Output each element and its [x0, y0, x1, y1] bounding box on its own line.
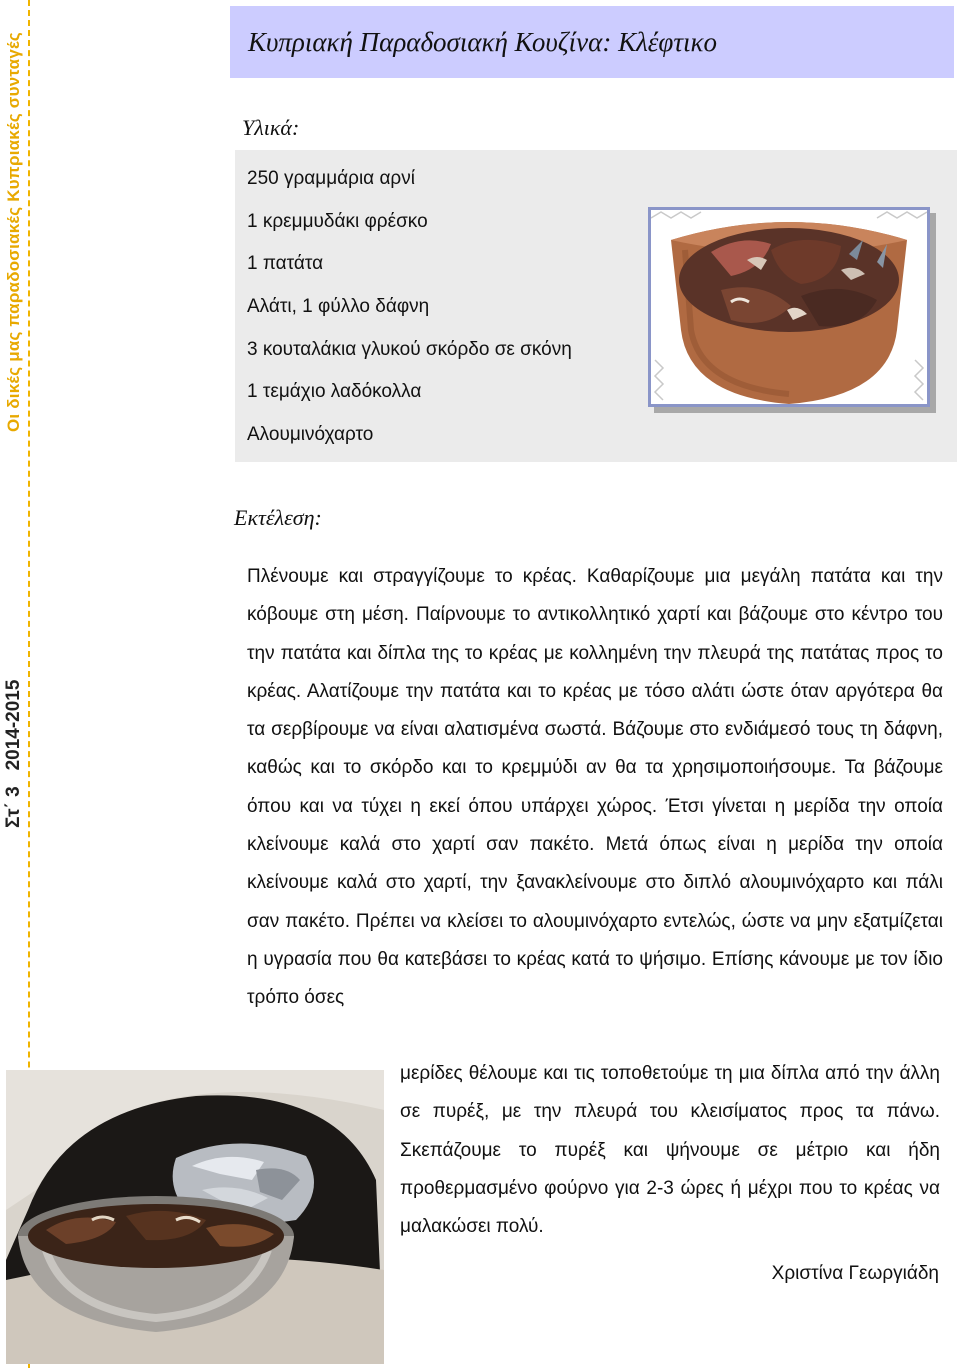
instructions-paragraph-2: μερίδες θέλουμε και τις τοποθετούμε τη μια δίπλα από την άλλη σε πυρέξ, με την πλευρά του κλεισίματος προς τα πάνω. Σκεπάζουμε το πυρέξ και ψήνουμε σε μέτριο και ήδη προθερμασμένο φούρνο για 2-3 ώρες ή μέχρι που το κρέας να μαλακώσει πολύ. — [400, 1063, 940, 1238]
ingredients-list — [247, 158, 572, 457]
ingredient-item: Αλάτι, 1 φύλλο δάφνη — [247, 296, 430, 318]
vertical-series-title: Οι δικές μας παραδοσιακές Κυπριακές συνταγές — [4, 32, 23, 432]
ingredient-item: 3 κουταλάκια γλυκού σκόρδο σε σκόνη — [247, 338, 572, 360]
ingredient-item: 1 κρεμμυδάκι φρέσκο — [247, 210, 428, 232]
oven-illustration — [6, 1070, 384, 1364]
ingredient-item: Αλουμινόχαρτο — [247, 424, 374, 446]
instructions-paragraph-1: Πλένουμε και στραγγίζουμε το κρέας. Καθαρίζουμε μια μεγάλη πατάτα και την κόβουμε στη μέση. Παίρνουμε το αντικολλητικό χαρτί και βάζουμε στο κέντρο του την πατάτα και δίπλα της το κρέας με κολλημένη την πλευρά της πατάτας προς το κρέας. Αλατίζουμε την πατάτα και το κρέας με τόσο αλάτι ώστε όταν αργότερα θα τα σερβίρουμε να είναι αλατισμένα σωστά. Βάζουμε στο ενδιάμεσό τους τη δάφνη, καθώς και το σκόρδο και το κρεμμύδι αν θα τα χρησιμοποιήσουμε. Τα βάζουμε όπου και να τύχει η εκεί όπου υπάρχει χώρος. Έτσι γίνεται η μερίδα την οποία κλείνουμε καλά στο χαρτί σαν πακέτο. Μετά όπως είναι η μερίδα την οποία κλείνουμε καλά στο χαρτί, την ξανακλείνουμε στο διπλό αλουμινόχαρτο και πάλι σαν πακέτο. Πρέπει να κλείσει το αλουμινόχαρτο εντελώς, ώστε να μην εξατμίζεται η υγρασία που θα κατεβάσει το κρέας κατά το ψήσιμο. Επίσης κάνουμε με τον ίδιο τρόπο όσες — [247, 566, 943, 1009]
vertical-issue-label — [3, 680, 25, 828]
page-title: Κυπριακή Παραδοσιακή Κουζίνα: Κλέφτικο — [248, 26, 717, 57]
ingredients-heading: Υλικά: — [242, 115, 300, 140]
ingredient-item: 1 πατάτα — [247, 253, 324, 275]
author-name: Χριστίνα Γεωργιάδη — [771, 1263, 939, 1284]
class-label: Στ΄ 3 — [3, 786, 24, 828]
oven-photo — [6, 1070, 384, 1364]
school-year: 2014-2015 — [3, 679, 24, 771]
execution-heading: Εκτέλεση: — [234, 505, 322, 530]
kleftiko-pot-photo — [648, 207, 930, 407]
ingredient-item: 250 γραμμάρια αρνί — [247, 168, 415, 189]
title-banner — [230, 6, 954, 78]
ingredient-item: 1 τεμάχιο λαδόκολλα — [247, 381, 422, 403]
pot-illustration — [651, 210, 927, 404]
